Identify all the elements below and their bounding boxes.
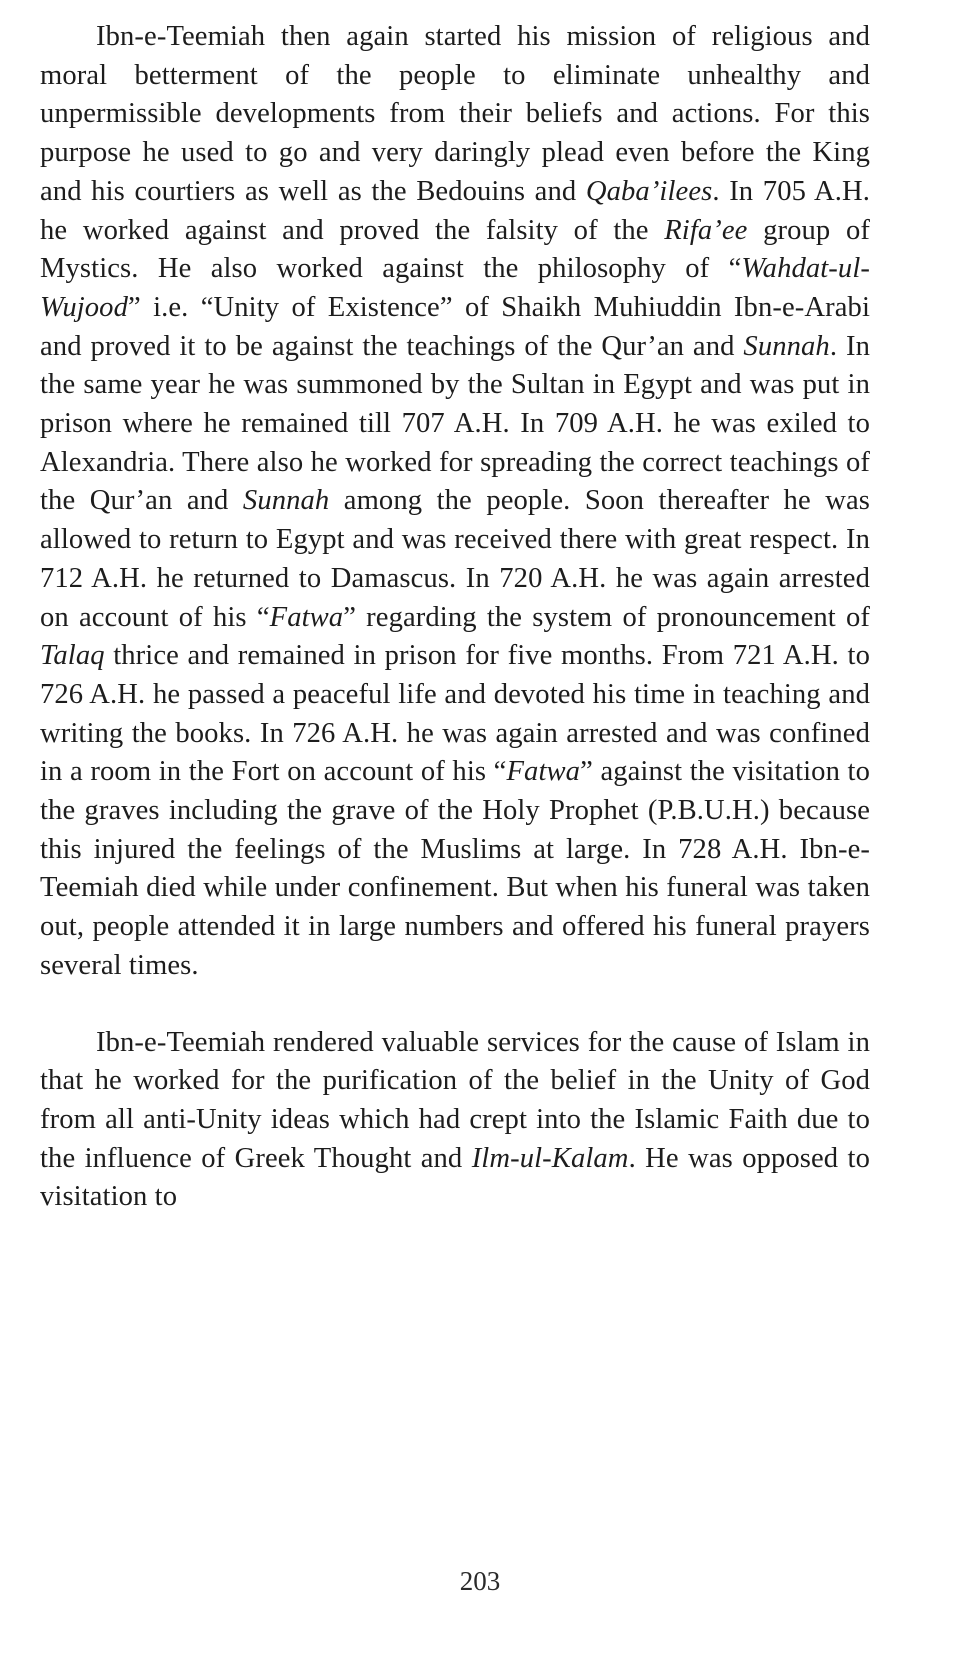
text-segment: . In the same year he was summoned by the Sultan in Egypt and was put in prison where he remained till 707 A.H. In 709 A.H. he was exiled to Alexandria. There also he worked for spreading the correct teachings of the Qur’an and <box>40 330 870 517</box>
text-segment: ” regarding the system of pronouncement of <box>343 601 871 633</box>
paragraph-2 <box>40 1024 870 1218</box>
italic-term: Wahdat-ul-Wujood <box>40 253 870 323</box>
italic-term: Talaq <box>40 640 105 672</box>
paragraph-1 <box>40 18 870 986</box>
italic-term: Sunnah <box>743 330 830 362</box>
italic-term: Ilm-ul-Kalam <box>471 1142 629 1174</box>
italic-term: Qaba’ilees <box>585 175 713 207</box>
text-segment: Ibn-e-Teemiah then again started his mission of religious and moral betterment of the people to eliminate unhealthy and unpermissible developments from their beliefs and actions. For this purpose he used to go and very daringly plead even before the King and his courtiers as well as the Bedouins and <box>40 21 870 207</box>
text-segment: . He was opposed to visitation to <box>40 1142 870 1213</box>
text-segment: . In 705 A.H. he worked against and proved the falsity of the <box>40 175 871 246</box>
italic-term: Sunnah <box>242 485 330 517</box>
text-segment: group of Mystics. He also worked against the philosophy of “ <box>40 214 870 285</box>
page-body <box>40 18 870 1217</box>
text-segment: Ibn-e-Teemiah rendered valuable services for the cause of Islam in that he worked for the purification of the belief in the Unity of God from all anti-Unity ideas which had crept into the Islamic Faith due to the influence of Greek Thought and <box>40 1026 870 1174</box>
italic-term: Fatwa <box>506 756 581 788</box>
italic-term: Fatwa <box>269 601 344 633</box>
page-number: 203 <box>459 1566 501 1596</box>
text-segment: ” i.e. “Unity of Existence” of Shaikh Muhiuddin Ibn-e-Arabi and proved it to be against the teachings of the Qur’an and <box>40 291 870 362</box>
text-segment: thrice and remained in prison for five months. From 721 A.H. to 726 A.H. he passed a peaceful life and devoted his time in teaching and writing the books. In 726 A.H. he was again arrested and was confined in a room in the Fort on account of his “ <box>40 640 870 788</box>
text-segment: among the people. Soon thereafter he was allowed to return to Egypt and was received there with great respect. In 712 A.H. he returned to Damascus. In 720 A.H. he was again arrested on account of his “ <box>40 485 871 633</box>
text-segment: ” against the visitation to the graves including the grave of the Holy Prophet (P.B.U.H.) because this injured the feelings of the Muslims at large. In 728 A.H. Ibn-e-Teemiah died while under confinement. But when his funeral was taken out, people attended it in large numbers and offered his funeral prayers several times. <box>40 756 870 981</box>
italic-term: Rifa’ee <box>664 214 748 246</box>
